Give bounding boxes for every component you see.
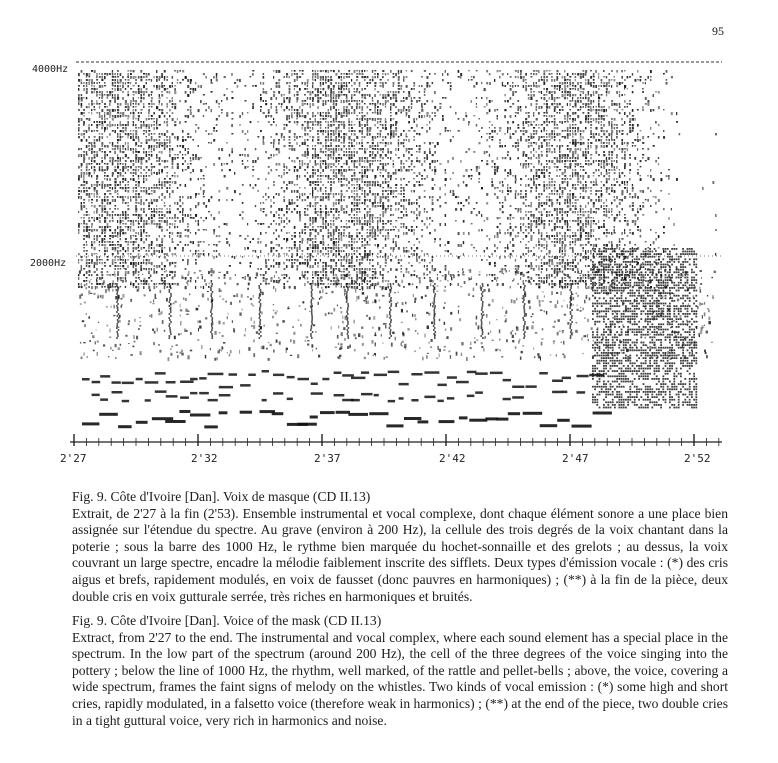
time-label-227: 2'27 [60, 452, 87, 465]
freq-label-2000: 2000Hz [30, 258, 67, 269]
time-label-252: 2'52 [684, 452, 711, 465]
time-label-242: 2'42 [439, 452, 466, 465]
caption-french-body: Extrait, de 2'27 à la fin (2'53). Ensemble instrumental et vocal complexe, dont chaque élément sonore a une place bien assignée sur l'étendue du spectre. Au grave (environ à 200 Hz), la cellule des trois degrés de la voix chantant dans la poterie ; sous la barre des 1000 Hz, le rythme bien marquée du hochet-sonnaille et des grelots ; au dessus, la voix couvrant un large spectre, encadre la mélodie faiblement inscrite des sifflets. Deux types d'émission vocale : (*) des cris aigus et brefs, rapidement modulés, en voix de fausset (donc pauvres en harmoniques) ; (**) à la fin de la pièce, deux double cris en voix gutturale serrée, très riches en harmoniques et bruités. [72, 505, 728, 604]
caption-french [72, 489, 728, 605]
freq-label-4000: 4000Hz [32, 64, 69, 75]
caption-english-title: Fig. 9. Côte d'Ivoire [Dan]. Voice of the mask (CD II.13) [72, 613, 382, 628]
spectrogram-figure [30, 48, 736, 468]
page-number: 95 [712, 24, 724, 38]
time-label-232: 2'32 [191, 452, 218, 465]
caption-english-body: Extract, from 2'27 to the end. The instrumental and vocal complex, where each sound element has a special place in the spectrum. In the low part of the spectrum (around 200 Hz), the cell of the three degrees of the voice singing into the pottery ; below the line of 1000 Hz, the rhythm, well marked, of the rattle and pellet-bells ; above, the voice, covering a wide spectrum, frames the faint signs of melody on the whistles. Two kinds of vocal emission : (*) some high and short cries, rapidly modulated, in a falsetto voice (therefore weak in harmonics) ; (**) at the end of the piece, two double cries in a tight guttural voice, very rich in harmonics and noise. [72, 629, 728, 728]
time-label-247: 2'47 [562, 452, 589, 465]
caption-english [72, 613, 728, 729]
caption-french-title: Fig. 9. Côte d'Ivoire [Dan]. Voix de masque (CD II.13) [72, 489, 371, 504]
time-label-237: 2'37 [314, 452, 341, 465]
spectrogram [30, 48, 736, 468]
